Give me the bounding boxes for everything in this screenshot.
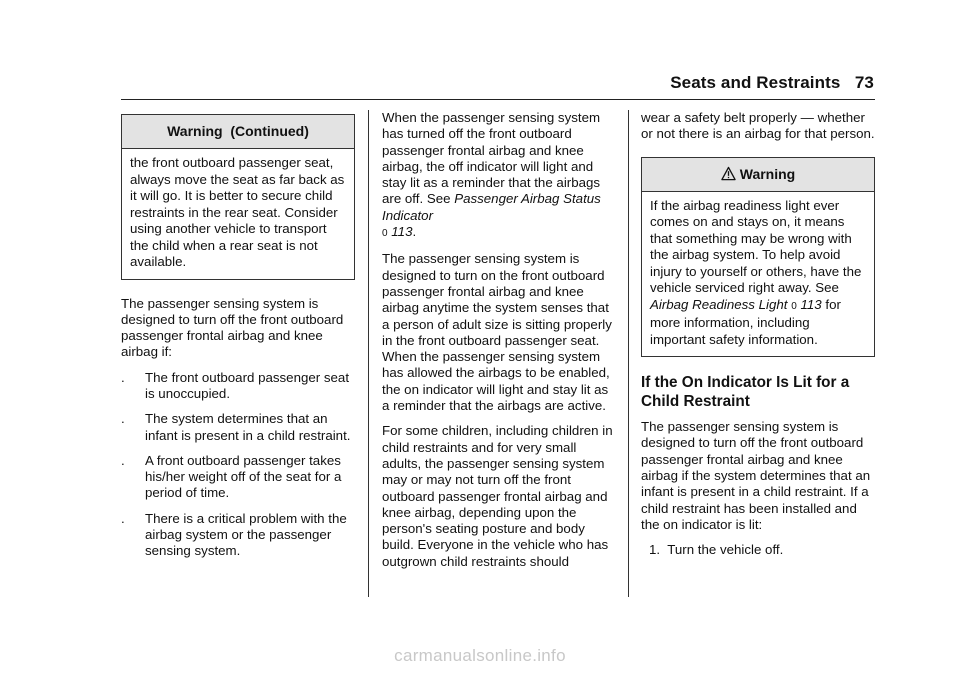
list-item: . The system determines that an infant is present in a child restraint.	[121, 411, 351, 443]
page-number-link[interactable]: 113	[800, 296, 822, 312]
page-header-title: Seats and Restraints 73	[670, 73, 874, 92]
warning-continued-body: the front outboard passenger seat, always move the seat as far back as it will go. It is better to secure child restraints in the rear seat. Consider using another vehicle to transport the child when a rear seat is not available.	[130, 155, 345, 269]
header-divider	[121, 99, 875, 100]
column-1	[121, 110, 355, 569]
warning-box	[641, 157, 875, 358]
bullet-mark: .	[121, 510, 125, 526]
airbag-readiness-light-link[interactable]: Airbag Readiness Light	[650, 296, 788, 312]
list-item: . The front outboard passenger seat is unoccupied.	[121, 369, 350, 401]
children-paragraph: For some children, including children in child restraints and for very small adults, the passenger sensing system may or may not turn off the front outboard passenger frontal airbag and knee airbag, depending upon the person's seating posture and body build. Everyone in the vehicle who has outgrown child restraints should	[382, 423, 613, 569]
warning-title-bar	[642, 158, 874, 192]
conditions-list	[121, 370, 355, 560]
bullet-mark: .	[121, 411, 125, 427]
column-2	[382, 110, 616, 579]
column-divider	[628, 110, 629, 597]
airbag-status-indicator-link[interactable]: Passenger Airbag Status Indicator	[382, 191, 601, 223]
watermark: carmanualsonline.info	[394, 646, 566, 665]
child-restraint-paragraph: The passenger sensing system is designed to turn off the front outboard passenger frontal airbag and knee airbag if the system determines that an infant is present in a child restraint. If a child restraint has been installed and the on indicator is lit:	[641, 419, 871, 532]
bullet-mark: .	[121, 452, 125, 468]
column-divider	[368, 110, 369, 597]
warning-title: Warning	[739, 165, 796, 182]
list-item: . There is a critical problem with the airbag system or the passenger sensing system.	[121, 510, 347, 559]
indicator-on-paragraph: The passenger sensing system is designed to turn on the front outboard passenger frontal airbag and knee airbag anytime the system senses that a person of adult size is sitting properly in the front outboard passenger seat. When the passenger sensing system has allowed the airbags to be enabled, the on indicator will light and stay lit as a reminder that the airbags are active.	[382, 251, 612, 414]
bullet-mark: .	[121, 369, 125, 385]
warning-continued-box	[121, 114, 355, 280]
list-item: 1. Turn the vehicle off.	[649, 542, 784, 558]
page-number-link[interactable]: 113	[391, 224, 413, 240]
warning-continued-title: Warning (Continued)	[122, 115, 354, 149]
warning-triangle-icon	[721, 166, 736, 181]
steps-list	[641, 542, 875, 558]
page-reference-icon: 0	[382, 228, 388, 240]
safety-belt-paragraph: wear a safety belt properly — whether or not there is an airbag for that person.	[641, 110, 875, 142]
list-item: . A front outboard passenger takes his/her weight off of the seat for a period of time.	[121, 452, 342, 501]
sensing-intro-paragraph: The passenger sensing system is designed to turn off the front outboard passenger frontal airbag and knee airbag if:	[121, 295, 344, 360]
page-reference-icon: 0	[791, 300, 797, 312]
warning-body: If the airbag readiness light ever comes on and stays on, it means that something may be wrong with the airbag system. To help avoid injury to yourself or others, have the vehicle serviced right away. See Airbag Readiness Light 0 113 for more information, including important safety information.	[650, 197, 862, 347]
column-3	[641, 110, 875, 558]
indicator-off-paragraph: When the passenger sensing system has turned off the front outboard passenger frontal airbag and knee airbag, the off indicator will light and stay lit as a reminder that the airbags are off. See Passenger Airbag Status Indicator 0 113.	[382, 110, 601, 240]
section-heading: If the On Indicator Is Lit for a Child Restraint	[641, 374, 850, 411]
